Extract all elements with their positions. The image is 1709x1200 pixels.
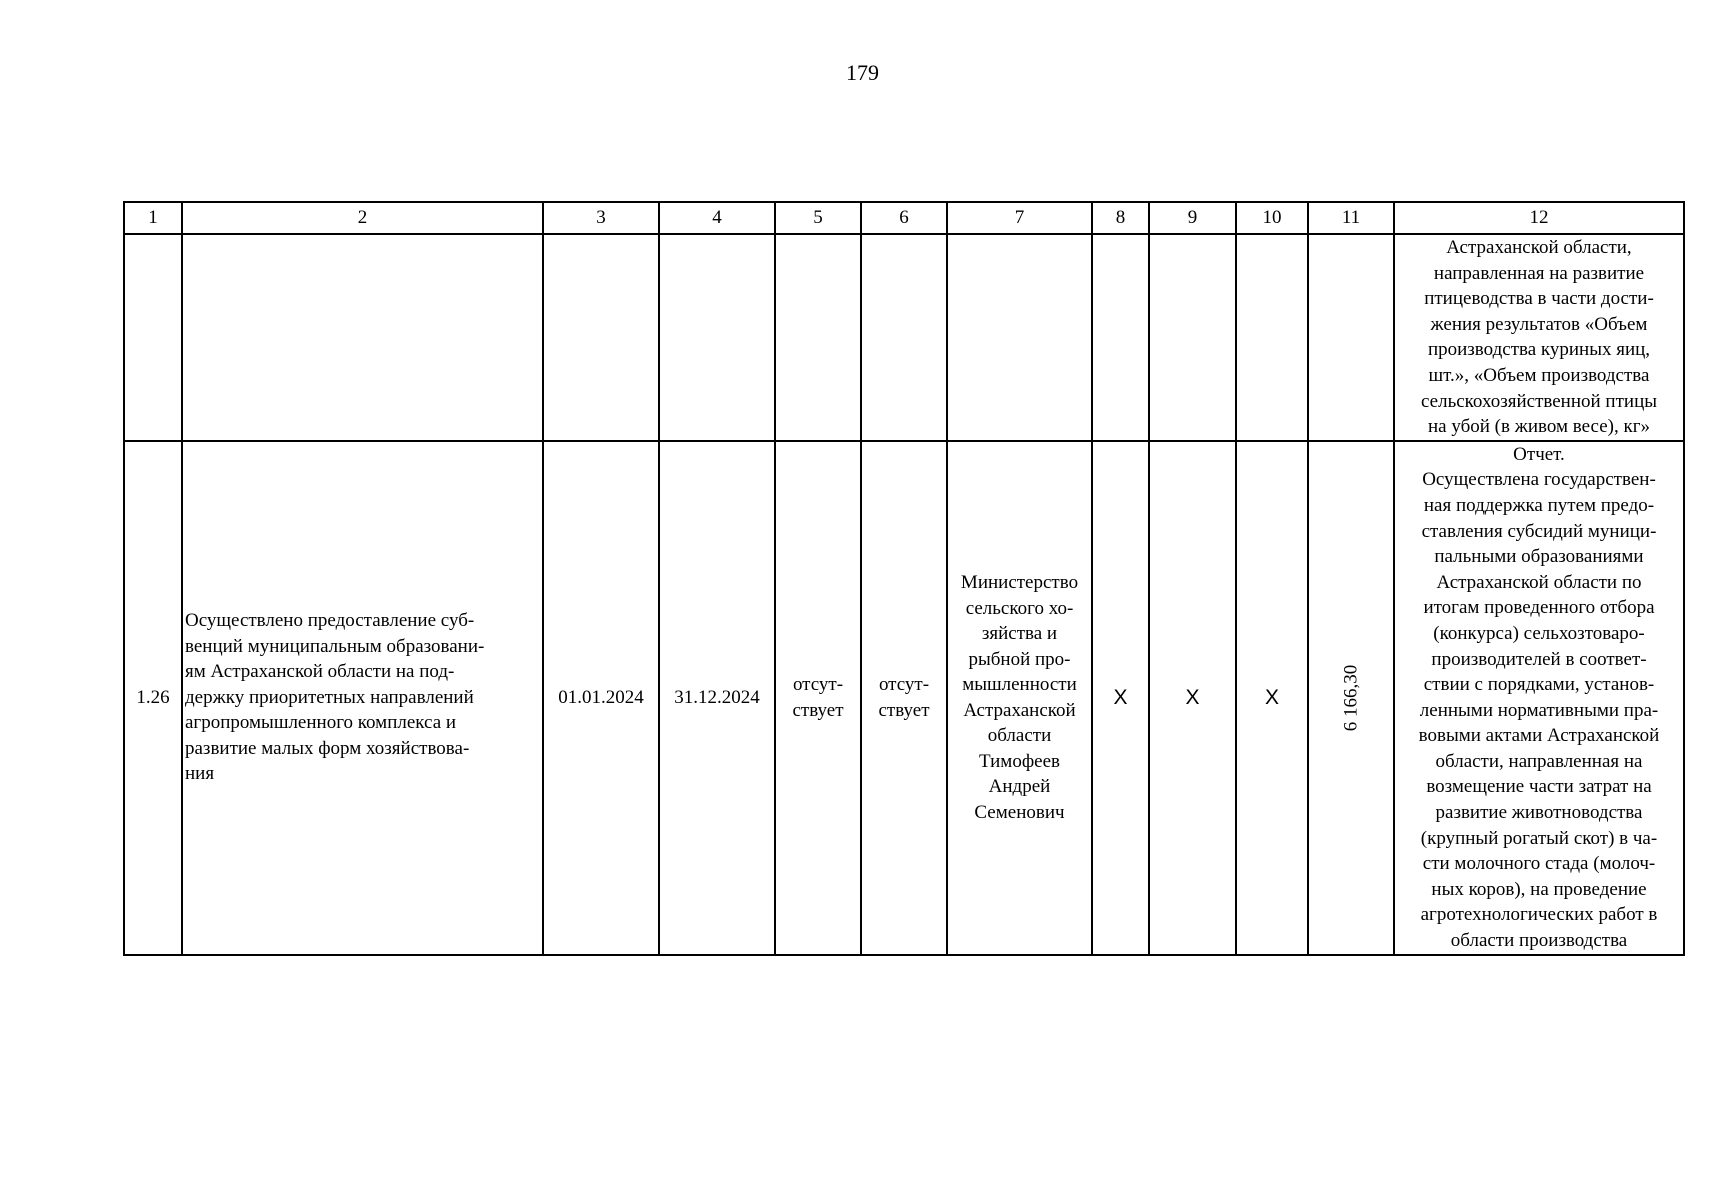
cell-col-9: X [1149,441,1236,955]
header-col-10: 10 [1236,202,1308,234]
header-col-1: 1 [124,202,182,234]
cell-empty [659,234,775,441]
cell-empty [1149,234,1236,441]
report-table [123,201,1685,956]
cell-col-10: X [1236,441,1308,955]
header-col-7: 7 [947,202,1092,234]
header-col-11: 11 [1308,202,1394,234]
header-col-2: 2 [182,202,543,234]
table-row-continuation [124,234,1684,441]
cell-empty [124,234,182,441]
cell-amount [1308,441,1394,955]
cell-empty [543,234,659,441]
cell-responsible: Министерство сельского хо- зяйства и рыбной про- мышленности Астраханской области Тимофеев Андрей Семенович [947,441,1092,955]
cell-result: Отчет. Осуществлена государствен- ная поддержка путем предо- ставления субсидий муници- пальными образованиями Астраханской области по итогам проведенного отбора (конкурса) сельхозтоваро- производителей в соответ- ствии с порядками, установ- ленными нормативными пра- вовыми актами Астраханской области, направленная на возмещение части затрат на развитие животноводства (крупный рогатый скот) в ча- сти молочного стада (молоч- ных коров), на проведение агротехнологических работ в области производства [1394,441,1684,955]
header-col-4: 4 [659,202,775,234]
header-col-3: 3 [543,202,659,234]
cell-col-6: отсут- ствует [861,441,947,955]
cell-empty [1236,234,1308,441]
header-col-12: 12 [1394,202,1684,234]
cell-empty [861,234,947,441]
page-number: 179 [846,60,879,85]
cell-empty [182,234,543,441]
cell-empty [775,234,861,441]
cell-empty [947,234,1092,441]
header-col-9: 9 [1149,202,1236,234]
cell-col-5: отсут- ствует [775,441,861,955]
cell-col-8: X [1092,441,1149,955]
header-col-5: 5 [775,202,861,234]
header-col-8: 8 [1092,202,1149,234]
table-row [124,441,1684,955]
cell-result-continuation: Астраханской области, направленная на развитие птицеводства в части дости- жения результатов «Объем производства куриных яиц, шт.», «Объем производства сельскохозяйственной птицы на убой (в живом весе), кг» [1394,234,1684,441]
cell-end-date: 31.12.2024 [659,441,775,955]
cell-empty [1092,234,1149,441]
header-col-6: 6 [861,202,947,234]
cell-row-number: 1.26 [124,441,182,955]
cell-start-date: 01.01.2024 [543,441,659,955]
header-row [124,202,1684,234]
amount-value: 6 166,30 [1340,664,1362,731]
cell-event-name: Осуществлено предоставление суб- венций муниципальным образовани- ям Астраханской области на под- держку приоритетных направлений агропромышленного комплекса и развитие малых форм хозяйствова- ния [182,441,543,955]
cell-empty [1308,234,1394,441]
